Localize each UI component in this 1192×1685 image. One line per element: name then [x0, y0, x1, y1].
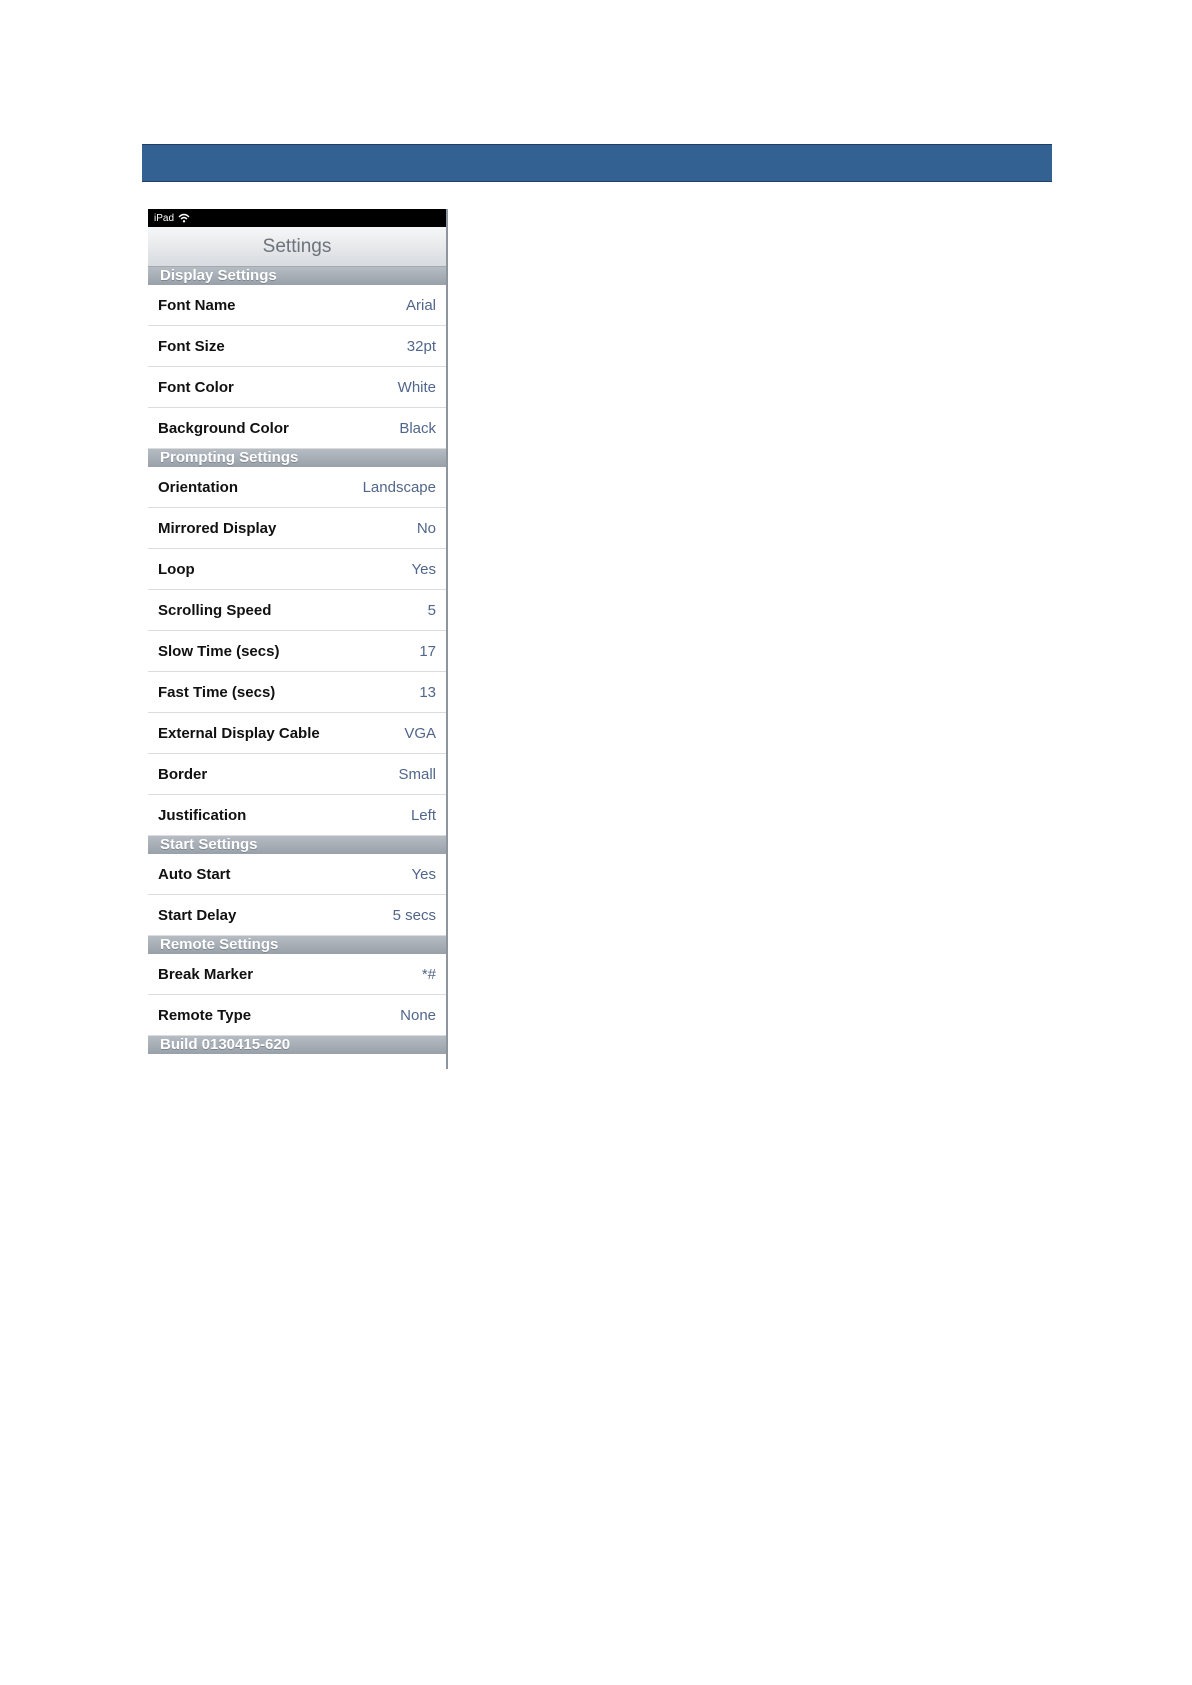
document-header-bar [142, 144, 1052, 182]
setting-value: Yes [411, 865, 436, 883]
setting-value: 13 [419, 683, 436, 701]
setting-label: Remote Type [158, 1006, 252, 1024]
setting-label: Fast Time (secs) [158, 683, 276, 701]
setting-label: Scrolling Speed [158, 601, 272, 619]
section-header-start: Start Settings [148, 836, 446, 854]
setting-label: Background Color [158, 419, 289, 437]
setting-label: Border [158, 765, 208, 783]
setting-value: None [400, 1006, 436, 1024]
setting-label: Font Size [158, 337, 225, 355]
navigation-bar [148, 227, 446, 267]
setting-value: Left [410, 806, 436, 824]
setting-label: Auto Start [158, 865, 231, 883]
setting-row-border[interactable] [148, 754, 446, 795]
setting-row-remote-type[interactable] [148, 995, 446, 1036]
list-tail [148, 1054, 446, 1060]
setting-row-loop[interactable] [148, 549, 446, 590]
setting-label: Font Name [158, 296, 236, 314]
setting-value: 5 secs [392, 906, 436, 924]
setting-value: 17 [419, 642, 436, 660]
setting-row-mirrored-display[interactable] [148, 508, 446, 549]
setting-value: VGA [404, 724, 436, 742]
setting-row-break-marker[interactable] [148, 954, 446, 995]
status-bar [148, 209, 446, 227]
setting-value: 32pt [406, 337, 436, 355]
setting-value: Landscape [362, 478, 436, 496]
setting-value: 5 [427, 601, 436, 619]
setting-value: Arial [405, 296, 436, 314]
setting-row-font-name[interactable] [148, 285, 446, 326]
setting-label: Mirrored Display [158, 519, 277, 537]
setting-label: Slow Time (secs) [158, 642, 280, 660]
setting-label: Justification [158, 806, 247, 824]
setting-value: *# [421, 965, 436, 983]
build-label: Build 0130415-620 [148, 1036, 446, 1054]
setting-row-scrolling-speed[interactable] [148, 590, 446, 631]
setting-label: Loop [158, 560, 195, 578]
setting-value: Small [398, 765, 436, 783]
setting-label: Font Color [158, 378, 234, 396]
setting-row-orientation[interactable] [148, 467, 446, 508]
setting-value: White [397, 378, 436, 396]
setting-row-start-delay[interactable] [148, 895, 446, 936]
setting-row-external-display-cable[interactable] [148, 713, 446, 754]
setting-label: External Display Cable [158, 724, 320, 742]
setting-row-slow-time[interactable] [148, 631, 446, 672]
setting-row-font-size[interactable] [148, 326, 446, 367]
section-header-remote: Remote Settings [148, 936, 446, 954]
setting-value: Yes [411, 560, 436, 578]
page-title: Settings [262, 235, 332, 257]
setting-row-fast-time[interactable] [148, 672, 446, 713]
setting-row-font-color[interactable] [148, 367, 446, 408]
ipad-settings-screen [148, 209, 448, 1069]
setting-label: Break Marker [158, 965, 254, 983]
wifi-icon [178, 213, 190, 223]
setting-row-justification[interactable] [148, 795, 446, 836]
device-name: iPad [154, 212, 175, 224]
setting-value: No [416, 519, 436, 537]
setting-value: Black [399, 419, 436, 437]
setting-label: Orientation [158, 478, 239, 496]
setting-row-auto-start[interactable] [148, 854, 446, 895]
section-header-prompting: Prompting Settings [148, 449, 446, 467]
setting-row-background-color[interactable] [148, 408, 446, 449]
section-header-display: Display Settings [148, 267, 446, 285]
setting-label: Start Delay [158, 906, 237, 924]
